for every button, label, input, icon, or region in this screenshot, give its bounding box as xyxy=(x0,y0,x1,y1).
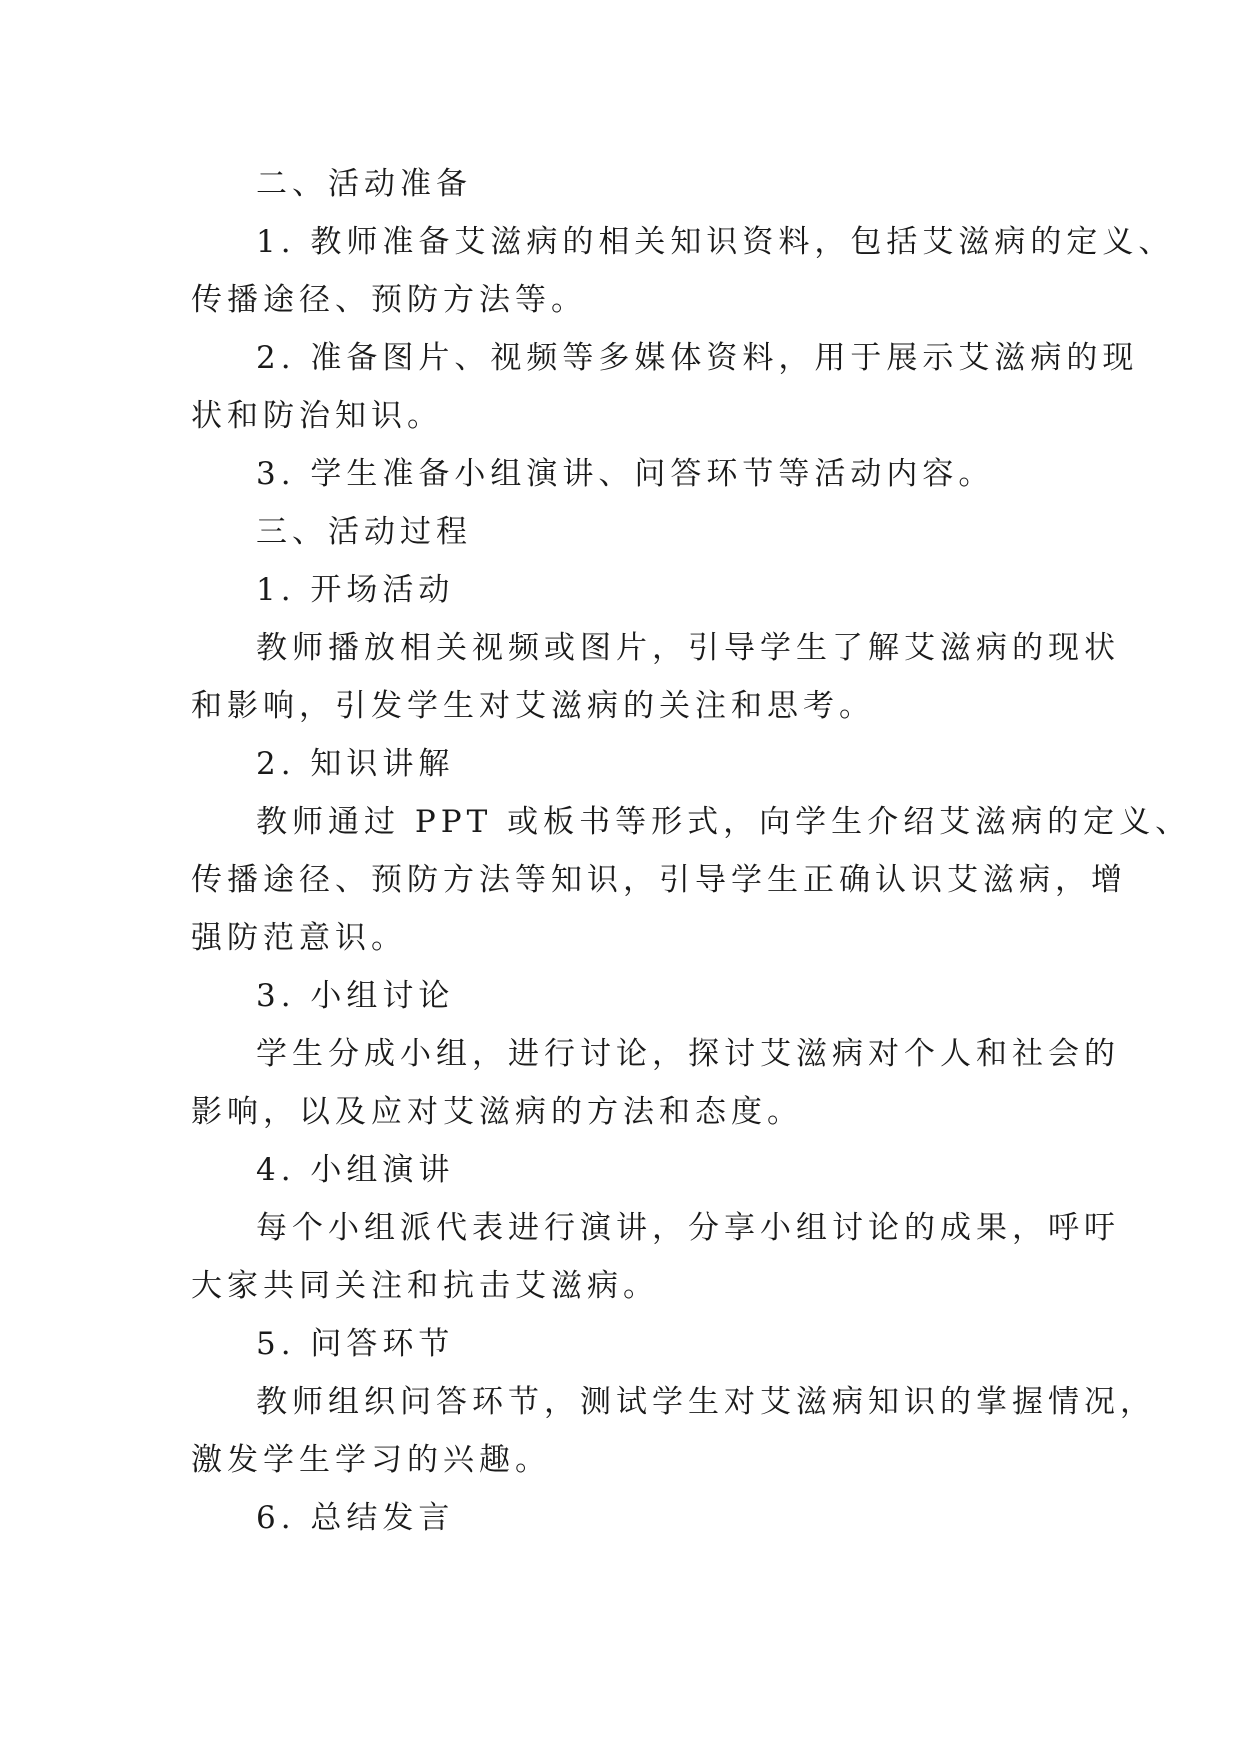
paragraph-line: 传播途径、预防方法等。 xyxy=(191,282,587,318)
paragraph-line: 学生分成小组，进行讨论，探讨艾滋病对个人和社会的 xyxy=(256,1036,1120,1072)
subheading-knowledge: 2. 知识讲解 xyxy=(256,746,455,782)
paragraph-line: 激发学生学习的兴趣。 xyxy=(191,1442,551,1478)
paragraph-line: 大家共同关注和抗击艾滋病。 xyxy=(191,1268,659,1304)
paragraph-line: 和影响，引发学生对艾滋病的关注和思考。 xyxy=(191,688,875,724)
section-heading-process: 三、活动过程 xyxy=(256,514,472,550)
paragraph-line: 1. 教师准备艾滋病的相关知识资料，包括艾滋病的定义、 xyxy=(256,224,1175,260)
paragraph-line: 教师组织问答环节，测试学生对艾滋病知识的掌握情况， xyxy=(256,1384,1156,1420)
paragraph-line: 2. 准备图片、视频等多媒体资料，用于展示艾滋病的现 xyxy=(256,340,1139,376)
paragraph-line: 3. 学生准备小组演讲、问答环节等活动内容。 xyxy=(256,456,995,492)
subheading-opening: 1. 开场活动 xyxy=(256,572,455,608)
paragraph-line: 强防范意识。 xyxy=(191,920,407,956)
paragraph-line: 教师播放相关视频或图片，引导学生了解艾滋病的现状 xyxy=(256,630,1120,666)
paragraph-line: 每个小组派代表进行演讲，分享小组讨论的成果，呼吁 xyxy=(256,1210,1120,1246)
subheading-qa: 5. 问答环节 xyxy=(256,1326,455,1362)
paragraph-line: 影响，以及应对艾滋病的方法和态度。 xyxy=(191,1094,803,1130)
subheading-discussion: 3. 小组讨论 xyxy=(256,978,455,1014)
subheading-speech: 4. 小组演讲 xyxy=(256,1152,455,1188)
paragraph-line: 传播途径、预防方法等知识，引导学生正确认识艾滋病，增 xyxy=(191,862,1127,898)
paragraph-line: 状和防治知识。 xyxy=(191,398,443,434)
paragraph-line: 教师通过 PPT 或板书等形式，向学生介绍艾滋病的定义、 xyxy=(256,804,1192,840)
section-heading-preparation: 二、活动准备 xyxy=(256,166,472,202)
subheading-summary: 6. 总结发言 xyxy=(256,1500,455,1536)
